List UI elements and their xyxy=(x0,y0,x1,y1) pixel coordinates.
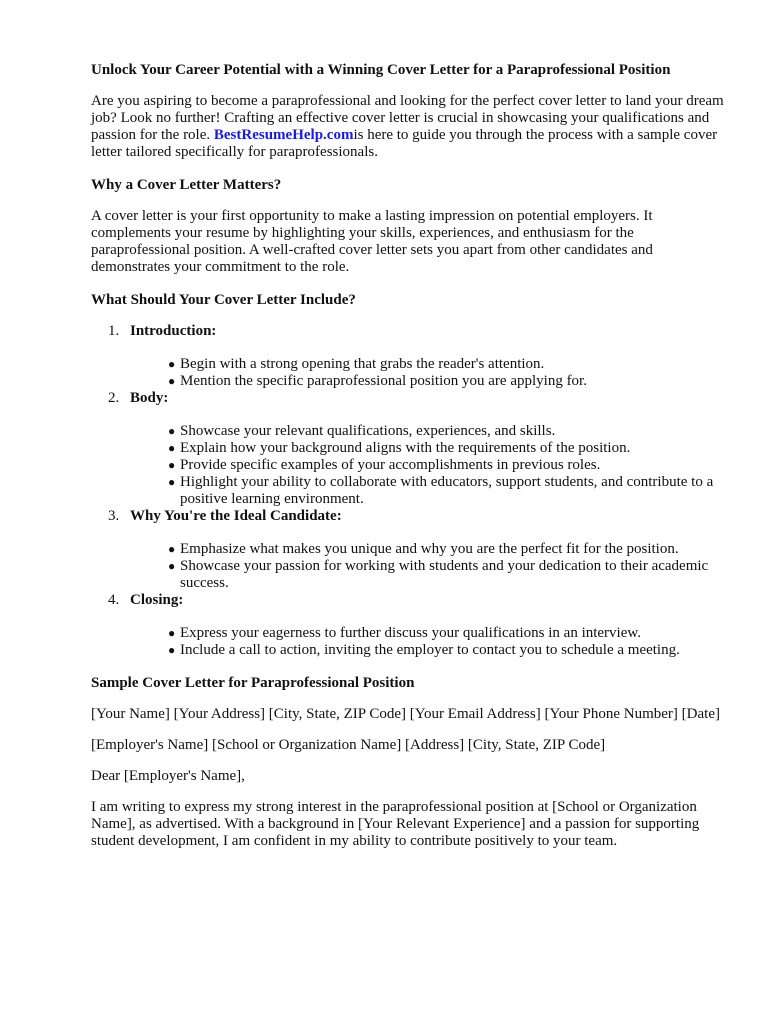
letter-salutation: Dear [Employer's Name], xyxy=(91,768,245,784)
include-section-item xyxy=(91,508,731,592)
include-section-item xyxy=(91,390,731,508)
why-heading: Why a Cover Letter Matters? xyxy=(91,177,282,193)
bullet-list xyxy=(130,541,731,592)
why-paragraph: A cover letter is your first opportunity to make a lasting impression on potential employers. It complements your resume by highlighting your skills, experiences, and enthusiasm for the paraprofessional position. A well-crafted cover letter sets you apart from other candidates and demonstrates your commitment to the role. xyxy=(91,208,653,275)
bullet-text: Include a call to action, inviting the employer to contact you to schedule a meeting. xyxy=(180,642,680,658)
document-page xyxy=(91,62,731,850)
bullet-dot-icon: ● xyxy=(168,441,176,455)
bullet-dot-icon: ● xyxy=(168,374,176,388)
bullet-dot-icon: ● xyxy=(168,458,176,472)
bullet-text: Mention the specific paraprofessional position you are applying for. xyxy=(180,373,587,389)
bullet-text: Showcase your relevant qualifications, experiences, and skills. xyxy=(180,423,556,439)
include-section-item xyxy=(91,323,731,390)
section-number: 2. xyxy=(108,390,120,406)
bullet-dot-icon: ● xyxy=(168,542,176,556)
bullet-list xyxy=(130,356,731,390)
section-label: Why You're the Ideal Candidate: xyxy=(130,508,342,524)
bullet-item xyxy=(168,642,731,659)
bullet-item xyxy=(168,541,731,558)
bullet-dot-icon: ● xyxy=(168,424,176,438)
document-title: Unlock Your Career Potential with a Winning Cover Letter for a Paraprofessional Position xyxy=(91,62,671,78)
include-section-list xyxy=(91,323,731,659)
employer-address-line: [Employer's Name] [School or Organization Name] [Address] [City, State, ZIP Code] xyxy=(91,737,606,753)
bullet-item xyxy=(168,423,731,440)
bullet-text: Express your eagerness to further discuss your qualifications in an interview. xyxy=(180,625,641,641)
bullet-item xyxy=(168,440,731,457)
section-label: Body: xyxy=(130,390,169,406)
bestresumehelp-link[interactable]: BestResumeHelp.com xyxy=(213,127,354,143)
bullet-list xyxy=(130,625,731,659)
bullet-text: Begin with a strong opening that grabs the reader's attention. xyxy=(180,356,545,372)
bullet-text: Emphasize what makes you unique and why you are the perfect fit for the position. xyxy=(180,541,679,557)
bullet-text: Highlight your ability to collaborate with educators, support students, and contribute to a positive learning environment. xyxy=(180,474,714,507)
bullet-dot-icon: ● xyxy=(168,626,176,640)
intro-text-after-link: is here to guide you through the process with a sample cover letter tailored specifically for paraprofessionals. xyxy=(91,127,718,160)
bullet-dot-icon: ● xyxy=(168,475,176,489)
bullet-item xyxy=(168,625,731,642)
include-section-item xyxy=(91,592,731,659)
intro-paragraph xyxy=(91,93,731,161)
bullet-item xyxy=(168,356,731,373)
section-label: Closing: xyxy=(130,592,184,608)
intro-text-before-link: Are you aspiring to become a paraprofessional and looking for the perfect cover letter to land your dream job? Look no further! Crafting an effective cover letter is crucial in showcasing your qualifications and passion for the role. xyxy=(91,93,724,143)
letter-body-paragraph: I am writing to express my strong interest in the paraprofessional position at [School or Organization Name], as advertised. With a background in [Your Relevant Experience] and a passion for supporting student development, I am confident in my ability to contribute positively to your team. xyxy=(91,799,700,849)
section-number: 1. xyxy=(108,323,120,339)
bullet-item xyxy=(168,558,731,592)
bullet-item xyxy=(168,373,731,390)
section-number: 3. xyxy=(108,508,120,524)
bullet-dot-icon: ● xyxy=(168,643,176,657)
section-label: Introduction: xyxy=(130,323,217,339)
section-number: 4. xyxy=(108,592,120,608)
include-heading: What Should Your Cover Letter Include? xyxy=(91,292,356,308)
bullet-text: Showcase your passion for working with students and your dedication to their academic success. xyxy=(180,558,709,591)
bullet-dot-icon: ● xyxy=(168,357,176,371)
sender-address-line: [Your Name] [Your Address] [City, State, ZIP Code] [Your Email Address] [Your Phone Number] [Date] xyxy=(91,706,720,722)
sample-heading: Sample Cover Letter for Paraprofessional Position xyxy=(91,675,415,691)
bullet-list xyxy=(130,423,731,508)
bullet-text: Provide specific examples of your accomplishments in previous roles. xyxy=(180,457,601,473)
bullet-item xyxy=(168,457,731,474)
bullet-text: Explain how your background aligns with the requirements of the position. xyxy=(180,440,631,456)
bullet-dot-icon: ● xyxy=(168,559,176,573)
bullet-item xyxy=(168,474,731,508)
